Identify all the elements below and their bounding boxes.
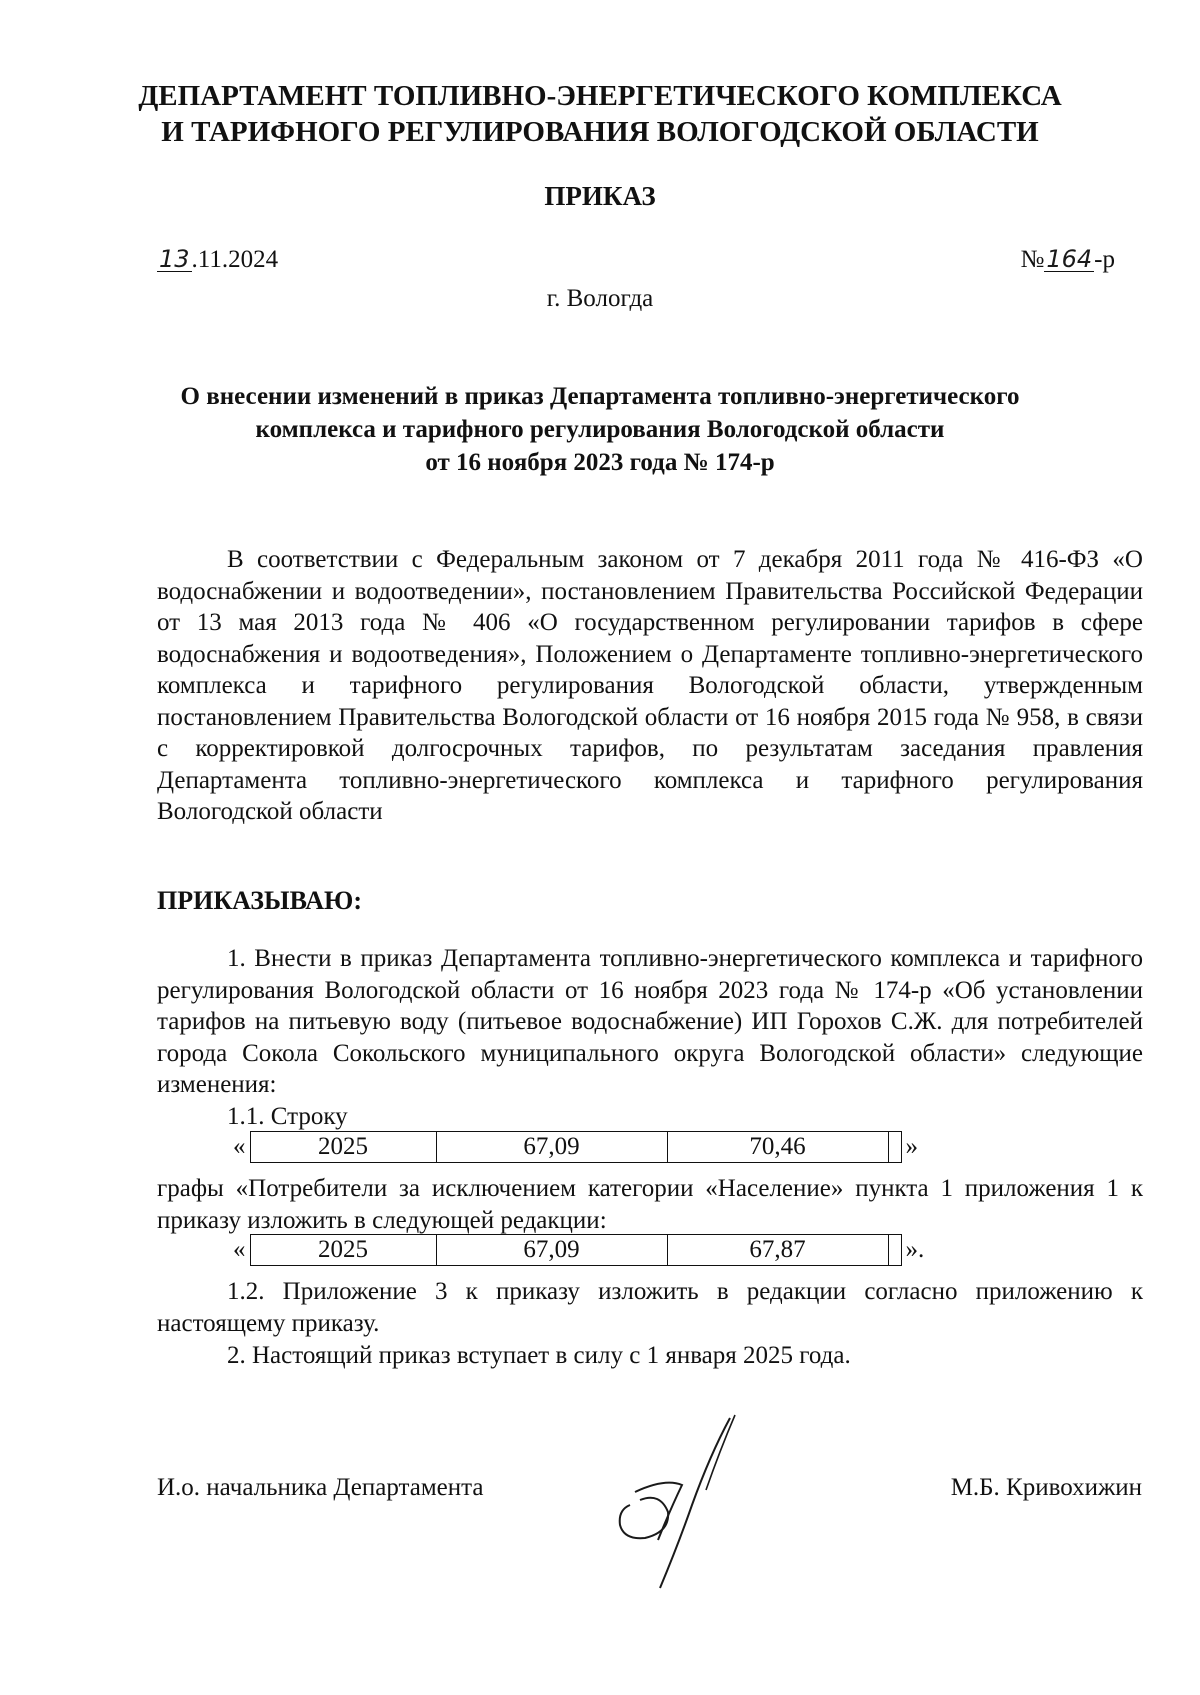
city: г. Вологда (546, 285, 654, 312)
new-row (233, 1234, 924, 1266)
item-1-2-paragraph: 1.2. Приложение 3 к приказу изложить в редакции согласно приложению к настоящему приказу. (157, 1278, 1143, 1337)
department-header (100, 78, 1100, 150)
old-row-value-1: 67,09 (436, 1132, 667, 1163)
item-2-paragraph: 2. Настоящий приказ вступает в силу с 1 января 2025 года. (227, 1342, 851, 1369)
order-title: ПРИКАЗ (544, 181, 656, 211)
date-day-handwritten: 13 (159, 245, 190, 273)
new-row-table (250, 1234, 902, 1266)
number-prefix: № (1020, 246, 1045, 273)
new-row-empty-cell (888, 1235, 901, 1266)
old-row (233, 1131, 918, 1163)
subject-line-1: О внесении изменений в приказ Департамента топливно-энергетического (180, 383, 1020, 410)
new-row-value-2: 67,87 (667, 1235, 888, 1266)
date-rest: .11.2024 (191, 246, 279, 273)
item-1-paragraph: 1. Внести в приказ Департамента топливно-энергетического комплекса и тарифного регулирования Вологодской области от 16 ноября 2023 года № 174-р «Об установлении тарифов на питьевую воду (питьевое водоснабжение) ИП Горохов С.Ж. для потребителей города Сокола Сокольского муниципального округа Вологодской области» следующие изменения: (157, 945, 1143, 1098)
item-1-1-label: 1.1. Строку (227, 1103, 348, 1130)
mid-paragraph: графы «Потребители за исключением категории «Население» пункта 1 приложения 1 к приказу изложить в следующей редакции: (157, 1175, 1143, 1234)
old-row-year: 2025 (250, 1132, 436, 1163)
number-handwritten: 164 (1046, 245, 1093, 273)
number-suffix: -р (1094, 246, 1115, 273)
handwritten-signature (610, 1410, 750, 1600)
order-number (1021, 246, 1116, 274)
subject-line-2: комплекса и тарифного регулирования Вологодской области (255, 416, 945, 443)
old-row-close-quote: » (905, 1133, 918, 1160)
old-row-table (250, 1131, 902, 1163)
preamble-paragraph: В соответствии с Федеральным законом от 7 декабря 2011 года № 416-ФЗ «О водоснабжении и водоотведении», постановлением Правительства Российской Федерации от 13 мая 2013 года № 406 «О государственном регулировании тарифов в сфере водоснабжения и водоотведения», Положением о Департаменте топливно-энергетического комплекса и тарифного регулирования Вологодской области, утвержденным постановлением Правительства Вологодской области от 16 ноября 2015 года № 958, в связи с корректировкой долгосрочных тарифов, по результатам заседания правления Департамента топливно-энергетического комплекса и тарифного регулирования Вологодской области (157, 546, 1143, 825)
order-word: ПРИКАЗЫВАЮ: (157, 886, 362, 915)
order-date (157, 246, 278, 274)
new-row-value-1: 67,09 (436, 1235, 667, 1266)
department-line-1: ДЕПАРТАМЕНТ ТОПЛИВНО-ЭНЕРГЕТИЧЕСКОГО КОМПЛЕКСА (138, 80, 1062, 112)
old-row-empty-cell (888, 1132, 901, 1163)
old-row-value-2: 70,46 (667, 1132, 888, 1163)
signer-position: И.о. начальника Департамента (157, 1474, 484, 1501)
signer-name: М.Б. Кривохижин (950, 1474, 1142, 1501)
new-row-close-quote: ». (905, 1236, 925, 1263)
department-line-2: И ТАРИФНОГО РЕГУЛИРОВАНИЯ ВОЛОГОДСКОЙ ОБЛАСТИ (161, 116, 1039, 148)
old-row-open-quote: « (233, 1133, 246, 1160)
subject-line-3: от 16 ноября 2023 года № 174-р (425, 449, 775, 476)
order-subject (150, 380, 1050, 479)
new-row-open-quote: « (233, 1236, 246, 1263)
new-row-year: 2025 (250, 1235, 436, 1266)
